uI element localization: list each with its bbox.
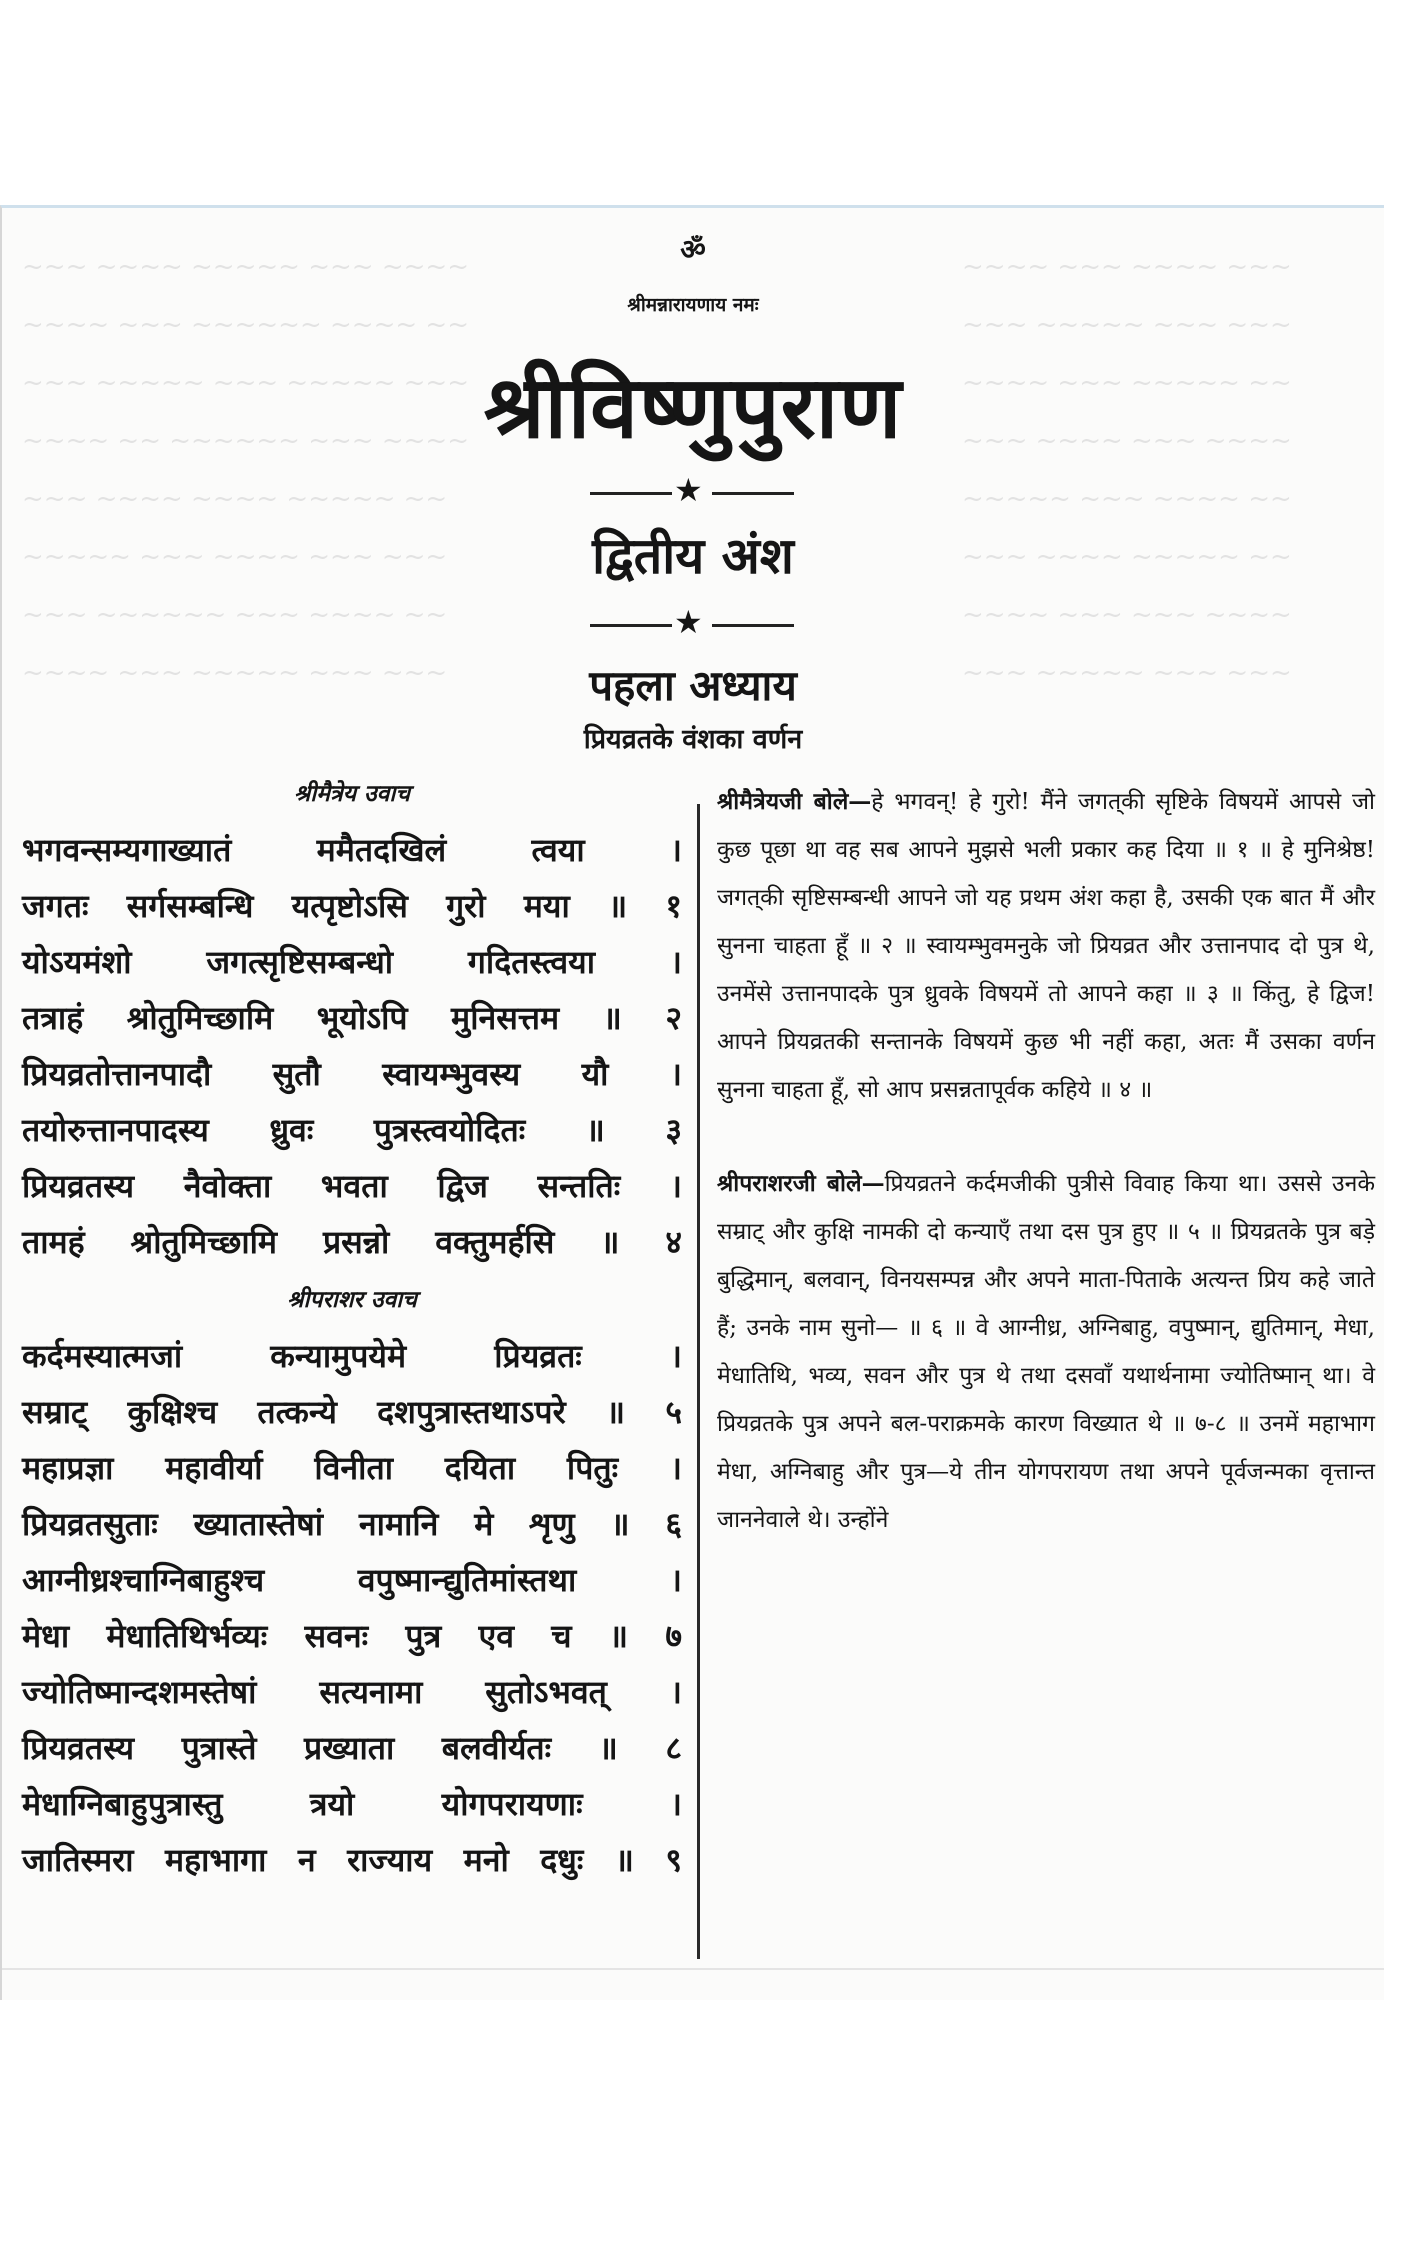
star-divider-bottom [562, 603, 822, 641]
verse-line: आग्नीध्रश्चाग्निबाहुश्च वपुष्मान्द्युतिमांस्तथा । [22, 1561, 682, 1599]
verse-line: प्रियव्रतसुताः ख्यातास्तेषां नामानि मे शृणु ॥ ६ [22, 1505, 682, 1543]
hindi-translation-column [717, 778, 1375, 1544]
page-bottom-edge [2, 1968, 1384, 1970]
verse-line: मेधा मेधातिथिर्भव्यः सवनः पुत्र एव च ॥ ७ [22, 1617, 682, 1655]
verse-line: तयोरुत्तानपादस्य ध्रुवः पुत्रस्त्वयोदितः ॥ ३ [22, 1111, 682, 1149]
star-icon: ★ [674, 471, 703, 509]
book-page [0, 205, 1384, 2000]
verse-line: महाप्रज्ञा महावीर्या विनीता दयिता पितुः । [22, 1449, 682, 1487]
translation-text: हे भगवन्! हे गुरो! मैंने जगत्‌की सृष्टिके विषयमें आपसे जो कुछ पूछा था वह सब आपने मुझसे भली प्रकार कह दिया ॥ १ ॥ हे मुनिश्रेष्ठ! जगत्‌की सृष्टिसम्बन्धी आपने जो यह प्रथम अंश कहा है, उसकी एक बात मैं और सुनना चाहता हूँ ॥ २ ॥ स्वायम्भुवमनुके जो प्रियव्रत और उत्तानपाद दो पुत्र थे, उनमेंसे उत्तानपादके पुत्र ध्रुवके विषयमें तो आपने कहा ॥ ३ ॥ किंतु, हे द्विज! आपने प्रियव्रतकी सन्तानके विषयमें कुछ भी नहीं कहा, अतः मैं उसका वर्णन सुनना चाहता हूँ, सो आप प्रसन्नतापूर्वक कहिये ॥ ४ ॥ [717, 789, 1375, 1103]
verse-line: प्रियव्रतोत्तानपादौ सुतौ स्वायम्भुवस्य यौ । [22, 1055, 682, 1093]
verse-line: मेधाग्निबाहुपुत्रास्तु त्रयो योगपरायणाः । [22, 1785, 682, 1823]
column-divider [697, 804, 700, 1959]
chapter-subtitle: प्रियव्रतके वंशका वर्णन [583, 724, 803, 755]
verse-line: प्रियव्रतस्य नैवोक्ता भवता द्विज सन्ततिः । [22, 1167, 682, 1205]
part-heading: द्वितीय अंश [592, 526, 794, 585]
sanskrit-verses-column [22, 774, 682, 1888]
translation-speaker: श्रीमैत्रेयजी बोले— [717, 788, 872, 815]
verse-line: भगवन्सम्यगाख्यातं ममैतदखिलं त्वया । [22, 831, 682, 869]
verse-speaker: श्रीमैत्रेय उवाच [294, 780, 410, 807]
verse-line: प्रियव्रतस्य पुत्रास्ते प्रख्याता बलवीर्यतः ॥ ८ [22, 1729, 682, 1767]
verse-line: तत्राहं श्रोतुमिच्छामि भूयोऽपि मुनिसत्तम ॥ २ [22, 999, 682, 1037]
star-icon: ★ [674, 603, 703, 641]
book-title: श्रीविष्णुपुराण [483, 357, 903, 458]
verse-line: योऽयमंशो जगत्सृष्टिसम्बन्धो गदितस्त्वया । [22, 943, 682, 981]
salutation: श्रीमन्नारायणाय नमः [627, 294, 759, 316]
translation-paragraph [717, 778, 1375, 1114]
om-symbol: ॐ [680, 233, 706, 266]
star-divider-top [562, 471, 822, 509]
verse-line: सम्राट् कुक्षिश्च तत्कन्ये दशपुत्रास्तथाऽपरे ॥ ५ [22, 1393, 682, 1431]
translation-paragraph [717, 1160, 1375, 1544]
verse-speaker: श्रीपराशर उवाच [287, 1286, 417, 1313]
translation-text: प्रियव्रतने कर्दमजीकी पुत्रीसे विवाह किया था। उससे उनके सम्राट् और कुक्षि नामकी दो कन्याएँ तथा दस पुत्र हुए ॥ ५ ॥ प्रियव्रतके पुत्र बड़े बुद्धिमान्, बलवान्, विनयसम्पन्न और अपने माता-पिताके अत्यन्त प्रिय कहे जाते हैं; उनके नाम सुनो— ॥ ६ ॥ वे आग्नीध्र, अग्निबाहु, वपुष्मान्, द्युतिमान्, मेधा, मेधातिथि, भव्य, सवन और पुत्र थे तथा दसवाँ यथार्थनामा ज्योतिष्मान् था। वे प्रियव्रतके पुत्र अपने बल-पराक्रमके कारण विख्यात थे ॥ ७-८ ॥ उनमें महाभाग मेधा, अग्निबाहु और पुत्र—ये तीन योगपरायण तथा अपने पूर्वजन्मका वृत्तान्त जाननेवाले थे। उन्होंने [717, 1171, 1375, 1533]
verse-line: ज्योतिष्मान्दशमस्तेषां सत्यनामा सुतोऽभवत् । [22, 1673, 682, 1711]
verse-line: कर्दमस्यात्मजां कन्यामुपयेमे प्रियव्रतः । [22, 1337, 682, 1375]
verse-line: जातिस्मरा महाभागा न राज्याय मनो दधुः ॥ ९ [22, 1841, 682, 1879]
verse-line: जगतः सर्गसम्बन्धि यत्पृष्टोऽसि गुरो मया ॥ १ [22, 887, 682, 925]
translation-speaker: श्रीपराशरजी बोले— [717, 1170, 885, 1197]
bleed-through-text-left: ~~~ ~~~~ ~~~~~ ~~~ ~~~~ ~~~~ ~~~ ~~~~~~ ~~~~ ~~ ~~~ ~~~~~ ~~~ ~~~~~ ~~~ ~~~~ ~~ ~~~~~~ ~~~ ~~~~ ~~~ ~~~~ ~~~~ ~~~~~ ~~ ~~~~~ ~~~ ~~~~ ~~~ ~~~ ~~~ ~~~~~~ ~~~ ~~~~ ~~ ~~~~ ~~~ ~~~~~ ~~~ ~~~ [22, 252, 469, 688]
chapter-heading: पहला अध्याय [589, 661, 797, 710]
verse-line: तामहं श्रोतुमिच्छामि प्रसन्नो वक्तुमर्हसि ॥ ४ [22, 1223, 682, 1261]
bleed-through-text-right: ~~~~ ~~~ ~~~~ ~~~ ~~~ ~~~~~ ~~~ ~~~ ~~~~ ~~~ ~~~~~ ~~ ~~~ ~~~~ ~~~ ~~~~ ~~~~~ ~~~ ~~~~ ~~ ~~~ ~~~~ ~~~~~ ~~ ~~~~ ~~~ ~~~ ~~~~ ~~~ ~~~~~ ~~~ ~~~ [962, 252, 1292, 688]
